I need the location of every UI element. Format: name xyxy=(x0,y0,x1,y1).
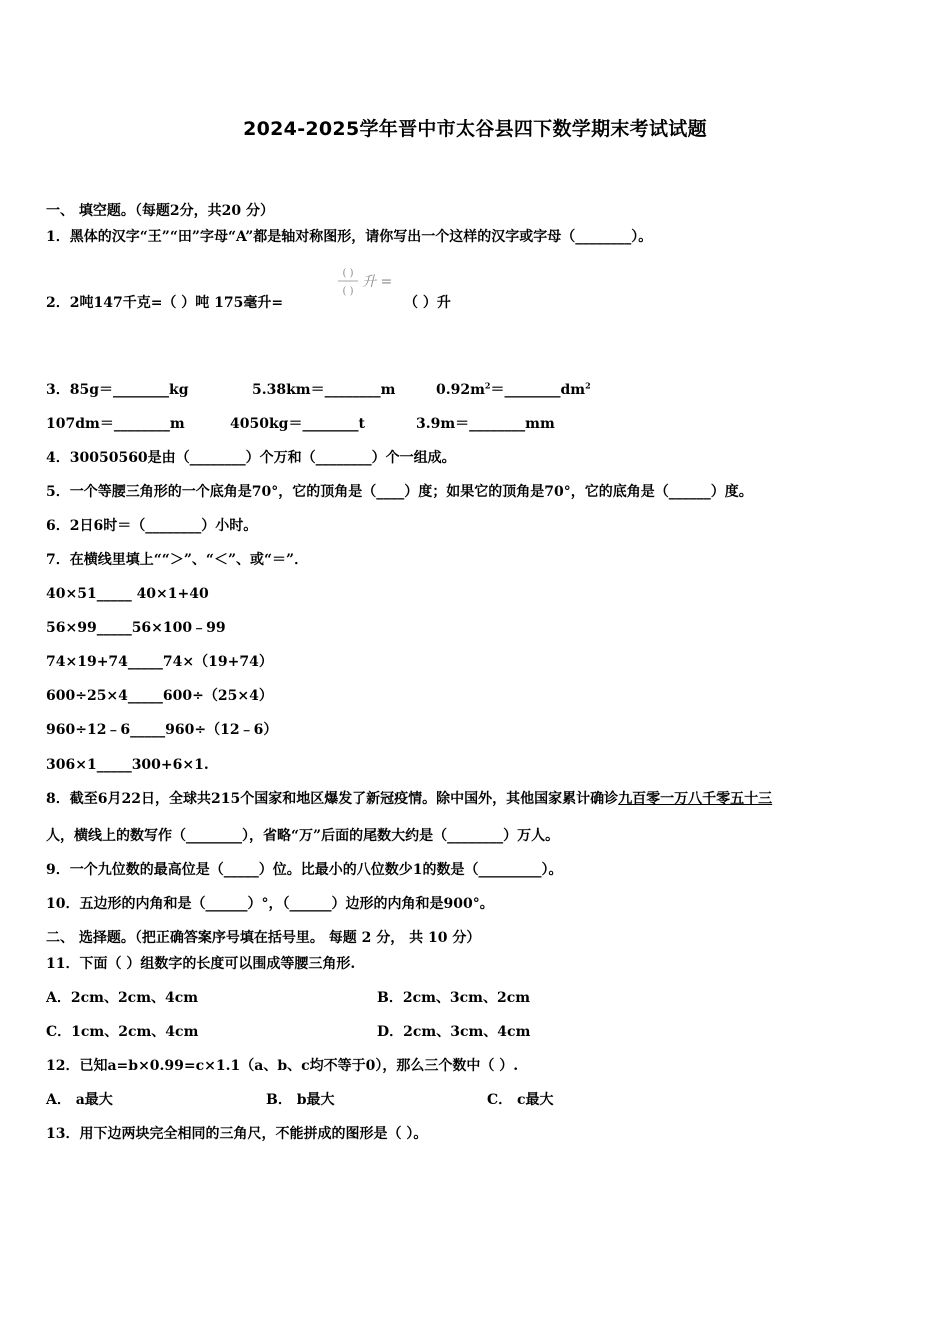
q8-text: 8．截至6月22日，全球共215个国家和地区爆发了新冠疫情。除中国外，其他国家累计确诊 xyxy=(46,791,619,807)
question-8 xyxy=(46,789,772,809)
q11-option-a: A．2cm、2cm、4cm xyxy=(46,990,199,1006)
question-3-f: 3.9m＝________mm xyxy=(416,416,555,432)
question-7-item: 600÷25×4_____600÷（25×4） xyxy=(46,688,273,704)
q3-c-sup: 2 xyxy=(484,380,491,391)
q3-c-rest: ＝________dm xyxy=(490,382,586,398)
question-7: 7．在横线里填上““＞”、“＜”、或“＝”． xyxy=(46,552,309,568)
question-7-item: 40×51_____ 40×1+40 xyxy=(46,586,209,602)
fraction-top: ( ) xyxy=(342,268,354,279)
question-2: 2．2吨147千克=（ ）吨 175毫升= xyxy=(46,295,284,311)
section1-heading: 一、 填空题。（每题2分，共20 分） xyxy=(46,203,274,219)
question-3-b: 5.38km＝________m xyxy=(252,382,396,398)
q11-option-c: C．1cm、2cm、4cm xyxy=(46,1024,199,1040)
question-3-d: 107dm＝________m xyxy=(46,416,185,432)
q3-c-sup2: 2 xyxy=(585,380,591,391)
q11-option-d: D．2cm、3cm、4cm xyxy=(377,1024,531,1040)
section2-heading: 二、 选择题。（把正确答案序号填在括号里。 每题 2 分， 共 10 分） xyxy=(46,930,481,946)
question-3-c xyxy=(436,380,591,400)
fraction-unit: 升 = xyxy=(362,274,393,290)
question-7-item: 306×1_____300+6×1. xyxy=(46,757,209,773)
question-8-continued: 人，横线上的数写作（________），省略“万”后面的尾数大约是（________）万人。 xyxy=(46,828,560,844)
question-7-item: 56×99_____56×100﹣99 xyxy=(46,620,226,636)
q12-option-a: A． a最大 xyxy=(46,1092,113,1108)
question-3-e: 4050kg＝________t xyxy=(230,416,365,432)
question-2-answer: （ ）升 xyxy=(404,295,451,311)
question-3-a: 3．85g＝________kg xyxy=(46,382,189,398)
q12-option-b: B． b最大 xyxy=(266,1092,335,1108)
question-4: 4．30050560是由（________）个万和（________）个一组成。 xyxy=(46,450,456,466)
q3-c-text: 0.92m xyxy=(436,382,485,398)
question-12: 12．已知a=b×0.99=c×1.1（a、b、c均不等于0），那么三个数中（ ）. xyxy=(46,1058,519,1074)
question-6: 6．2日6时＝（________）小时。 xyxy=(46,518,258,534)
question-7-item: 74×19+74_____74×（19+74） xyxy=(46,654,273,670)
question-11: 11．下面（ ）组数字的长度可以围成等腰三角形. xyxy=(46,956,356,972)
q8-underlined-number: 九百零一万八千零五十三 xyxy=(618,791,773,807)
fraction-image xyxy=(336,264,398,300)
question-13: 13．用下边两块完全相同的三角尺，不能拼成的图形是（ ）。 xyxy=(46,1126,428,1142)
question-1: 1．黑体的汉字“王”“田”字母“A”都是轴对称图形，请你写出一个这样的汉字或字母（________）。 xyxy=(46,229,653,245)
fraction-bottom: ( ) xyxy=(342,286,354,297)
question-9: 9．一个九位数的最高位是（_____）位。比最小的八位数少1的数是（_________）。 xyxy=(46,862,563,878)
question-10: 10．五边形的内角和是（______）°，（______）边形的内角和是900°。 xyxy=(46,896,494,912)
q12-option-c: C． c最大 xyxy=(487,1092,554,1108)
question-7-item: 960÷12﹣6_____960÷（12﹣6） xyxy=(46,722,278,738)
exam-title: 2024-2025学年晋中市太谷县四下数学期末考试试题 xyxy=(243,118,707,140)
question-5: 5．一个等腰三角形的一个底角是70°，它的顶角是（____）度；如果它的顶角是70°，它的底角是（______）度。 xyxy=(46,484,753,500)
q11-option-b: B．2cm、3cm、2cm xyxy=(377,990,531,1006)
